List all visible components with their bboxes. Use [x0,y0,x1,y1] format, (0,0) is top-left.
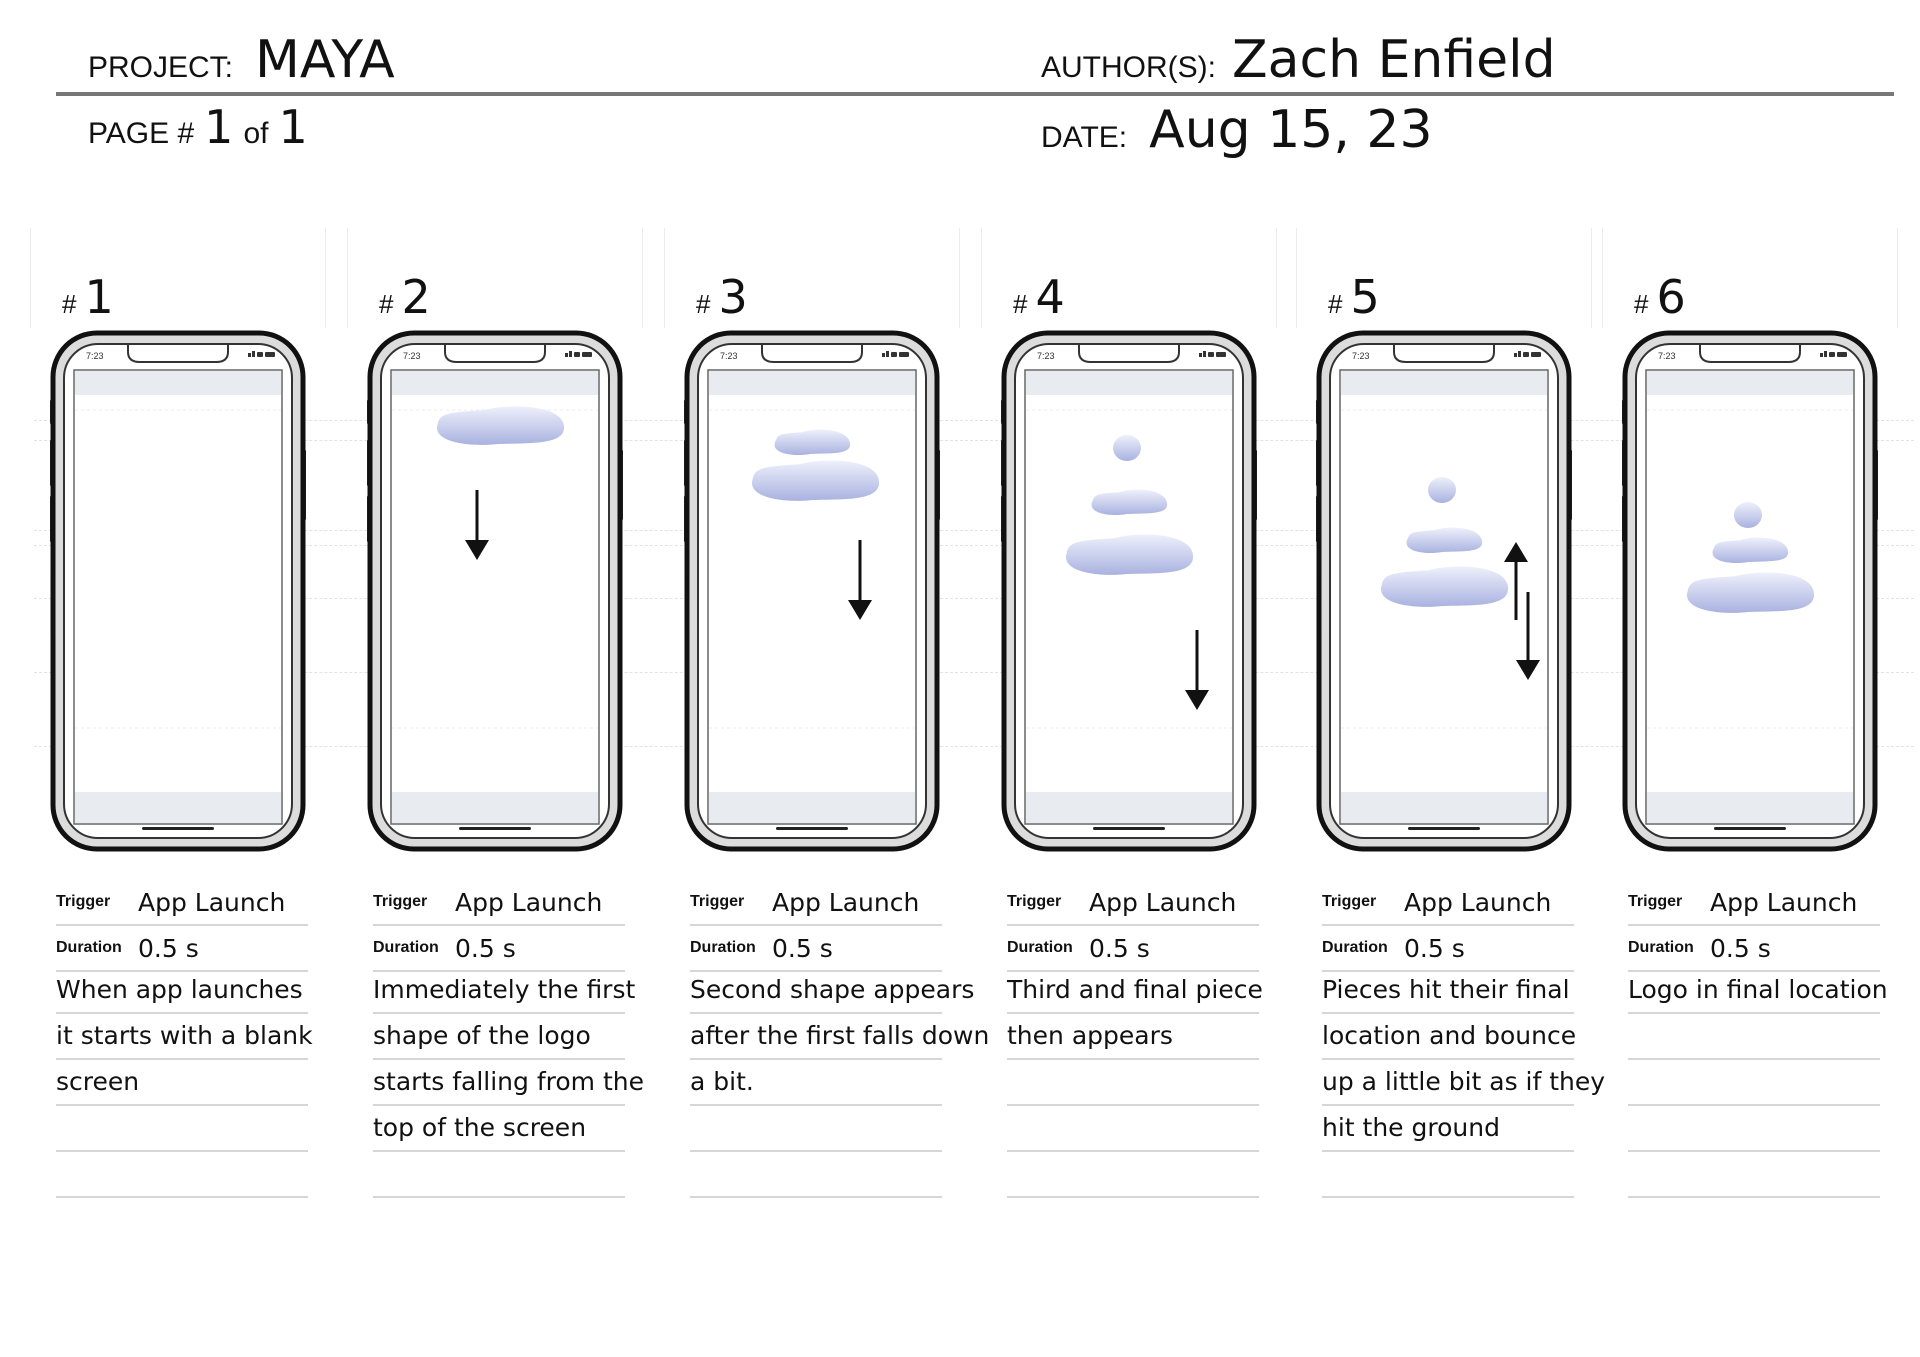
trigger-row [56,880,308,926]
hash-sign: # [1328,289,1343,319]
trigger-row [1322,880,1574,926]
frame-number [379,270,431,324]
trigger-row [1007,880,1259,926]
date-field [1041,100,1433,160]
duration-row [56,926,308,972]
description-line: starts falling from the [373,1060,625,1106]
description-line: location and bounce [1322,1014,1574,1060]
trigger-value: App Launch [1089,887,1237,917]
arrow-down-icon [845,540,875,630]
description-line [690,1106,942,1152]
duration-value: 0.5 s [1710,933,1771,963]
description-line: Logo in final location [1628,968,1880,1014]
frame-description [1628,968,1888,1198]
trigger-value: App Launch [1710,887,1858,917]
status-time: 7:23 [86,351,104,361]
frame-number [62,270,114,324]
frame-number [1328,270,1380,324]
arrow-down-icon [1513,592,1543,690]
frame-description [690,968,990,1198]
description-line: Pieces hit their final [1322,968,1574,1014]
frame-number-value: 3 [718,270,748,324]
hash-sign: # [379,289,394,319]
description-line [1007,1152,1259,1198]
frame-number-value: 5 [1350,270,1380,324]
phone-mockup [50,330,306,852]
arrow-down-icon [462,490,492,570]
hash-sign: # [62,289,77,319]
status-time: 7:23 [1658,351,1676,361]
frame-meta [373,880,625,972]
arrow-down-icon [1182,630,1212,720]
frame-meta [690,880,942,972]
phone-mockup [367,330,623,852]
description-line: a bit. [690,1060,942,1106]
frame-meta [1322,880,1574,972]
trigger-value: App Launch [1404,887,1552,917]
duration-value: 0.5 s [138,933,199,963]
duration-label: Duration [1007,939,1073,956]
duration-row [1007,926,1259,972]
trigger-value: App Launch [772,887,920,917]
header-divider [56,92,1894,96]
description-line [1322,1152,1574,1198]
description-line: shape of the logo [373,1014,625,1060]
trigger-label: Trigger [1322,893,1377,910]
project-name: MAYA [255,30,395,90]
trigger-row [690,880,942,926]
trigger-label: Trigger [1007,893,1062,910]
description-line [56,1106,308,1152]
frame-description [1007,968,1263,1198]
frame-number [1013,270,1065,324]
duration-label: Duration [56,939,122,956]
duration-row [373,926,625,972]
status-time: 7:23 [1037,351,1055,361]
duration-value: 0.5 s [772,933,833,963]
trigger-label: Trigger [1628,893,1683,910]
project-label: PROJECT: [88,51,234,84]
duration-label: Duration [373,939,439,956]
description-line [1628,1152,1880,1198]
frame-number [1634,270,1686,324]
logo-piece [1113,435,1141,461]
description-line [373,1152,625,1198]
hash-sign: # [1634,289,1649,319]
description-line: up a little bit as if they [1322,1060,1574,1106]
page-number: 1 [204,100,234,154]
status-time: 7:23 [1352,351,1370,361]
duration-value: 0.5 s [455,933,516,963]
trigger-label: Trigger [690,893,745,910]
duration-label: Duration [690,939,756,956]
logo-piece [1734,502,1762,528]
phone-mockup [1316,330,1572,852]
description-line [1628,1106,1880,1152]
author-name: Zach Enfield [1232,30,1556,90]
page-label: PAGE # [88,117,195,150]
status-time: 7:23 [720,351,738,361]
trigger-value: App Launch [138,887,286,917]
trigger-row [373,880,625,926]
author-field [1041,30,1556,90]
hash-sign: # [696,289,711,319]
description-line: When app launches [56,968,308,1014]
frame-number-value: 6 [1656,270,1686,324]
trigger-label: Trigger [373,893,428,910]
date-value: Aug 15, 23 [1149,100,1433,160]
frame-description [56,968,313,1198]
description-line: it starts with a blank [56,1014,308,1060]
trigger-value: App Launch [455,887,603,917]
status-time: 7:23 [403,351,421,361]
frame-number [696,270,748,324]
description-line: Third and final piece [1007,968,1259,1014]
duration-label: Duration [1628,939,1694,956]
description-line [690,1152,942,1198]
author-label: AUTHOR(S): [1041,51,1216,84]
phone-mockup [1622,330,1878,852]
frame-number-value: 4 [1035,270,1065,324]
project-field [88,30,395,90]
hash-sign: # [1013,289,1028,319]
description-line: screen [56,1060,308,1106]
frame-meta [56,880,308,972]
phone-mockup [684,330,940,852]
description-line [1007,1060,1259,1106]
duration-label: Duration [1322,939,1388,956]
phone-mockup [1001,330,1257,852]
date-label: DATE: [1041,121,1128,154]
duration-row [690,926,942,972]
frame-description [373,968,644,1198]
duration-value: 0.5 s [1089,933,1150,963]
description-line: Second shape appears [690,968,942,1014]
frame-meta [1628,880,1880,972]
description-line: top of the screen [373,1106,625,1152]
page-field [88,100,318,154]
description-line [1628,1060,1880,1106]
description-line [1007,1106,1259,1152]
frame-meta [1007,880,1259,972]
duration-row [1628,926,1880,972]
description-line: hit the ground [1322,1106,1574,1152]
duration-value: 0.5 s [1404,933,1465,963]
frame-number-value: 1 [84,270,114,324]
description-line: then appears [1007,1014,1259,1060]
description-line [1628,1014,1880,1060]
duration-row [1322,926,1574,972]
page-total: 1 [278,100,308,154]
description-line: Immediately the first [373,968,625,1014]
trigger-label: Trigger [56,893,111,910]
description-line [56,1152,308,1198]
logo-piece [1428,477,1456,503]
page-of: of [243,117,269,150]
frame-number-value: 2 [401,270,431,324]
frame-description [1322,968,1606,1198]
trigger-row [1628,880,1880,926]
description-line: after the first falls down [690,1014,942,1060]
